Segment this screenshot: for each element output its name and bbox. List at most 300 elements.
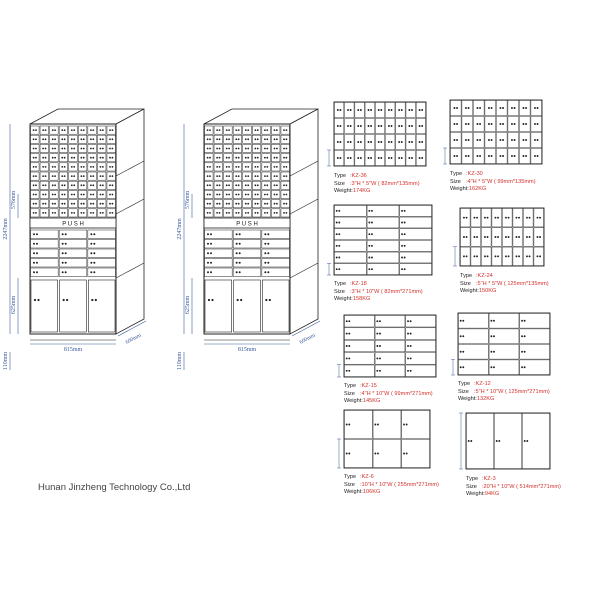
drawer-knob [112,212,114,214]
cabinet-drawings [3,109,320,370]
module-drawer [460,228,470,247]
module-knob [408,157,410,159]
drawer-knob [228,212,230,214]
drawer-knob [102,157,104,159]
drawer [252,154,261,162]
module-knob [370,141,372,143]
drawer-knob [61,194,63,196]
cabinet-1 [3,109,146,370]
drawer-knob [209,129,211,131]
drawer-knob [100,212,102,214]
drawer-knob [80,184,82,186]
module-knob [374,453,376,455]
module-spec-2 [450,171,536,194]
module-drawer [334,118,343,133]
dim-width: 815mm [63,347,83,353]
module-knob [454,139,456,141]
module-drawer [334,134,343,149]
drawer [59,126,68,134]
module-knob [346,357,348,359]
module-spec-7 [344,474,439,497]
module-knob [368,233,370,235]
drawer [78,200,87,208]
module-knob [376,320,378,322]
drawer [262,190,271,198]
drawer-knob [83,203,85,205]
module-knob [404,222,406,224]
module-knob [466,217,468,219]
drawer-knob [90,157,92,159]
drawer-knob [73,138,75,140]
drawer [59,181,68,189]
drawer-knob [207,203,209,205]
module-5 [337,315,436,377]
push-label: P U S H [236,221,258,228]
drawer-knob [226,148,228,150]
module-knob [388,125,390,127]
drawer [233,135,242,143]
module-knob [456,155,458,157]
drawer [243,144,252,152]
drawer-knob [207,129,209,131]
module-knob [391,125,393,127]
module-knob [339,125,341,127]
drawer [50,126,59,134]
module-knob [487,255,489,257]
module-knob [410,357,412,359]
drawer-knob [71,129,73,131]
module-knob [537,139,539,141]
module-type: :KZ-24 [476,273,493,279]
drawer [214,144,223,152]
module-knob [539,236,541,238]
drawer [59,154,68,162]
module-knob [378,141,380,143]
drawer-knob [93,243,95,245]
drawer-knob [276,129,278,131]
drawer [271,181,280,189]
drawer-knob [54,148,56,150]
drawer [40,200,49,208]
module-knob [491,107,493,109]
cabinet-door [205,280,232,332]
door-knob [240,299,242,301]
module-type: :KZ-15 [360,383,377,389]
drawer-knob [52,212,54,214]
drawer-knob [254,148,256,150]
drawer [107,135,116,143]
drawer-knob [112,138,114,140]
drawer-knob [109,166,111,168]
drawer [214,209,223,217]
module-knob [502,123,504,125]
module-knob [379,345,381,347]
drawer [243,200,252,208]
module-drawer [519,100,530,115]
module-knob [511,123,513,125]
module-knob [505,255,507,257]
drawer [107,163,116,171]
module-drawer [519,116,530,131]
module-knob [404,268,406,270]
drawer-knob [54,157,56,159]
drawer-knob [286,212,288,214]
drawer-knob [210,271,212,273]
drawer-knob [245,148,247,150]
module-knob [502,107,504,109]
drawer-knob [54,138,56,140]
drawer-knob [33,212,35,214]
cabinet-door [60,280,87,332]
drawer [262,154,271,162]
module-knob [421,109,423,111]
drawer-knob [238,166,240,168]
drawer-knob [92,212,94,214]
drawer-knob [245,138,247,140]
drawer-knob [276,184,278,186]
module-drawer [473,132,484,147]
module-drawer [508,100,519,115]
module-7 [337,410,430,468]
drawer-knob [35,194,37,196]
drawer [205,163,214,171]
drawer-knob [45,166,47,168]
drawer-knob [283,129,285,131]
drawer-knob [90,138,92,140]
drawer-knob [112,157,114,159]
drawer-knob [257,138,259,140]
size-label: Size [334,288,345,295]
drawer-knob [64,194,66,196]
drawer-knob [64,203,66,205]
drawer-knob [64,148,66,150]
type-label: Type [460,273,473,279]
drawer-knob [207,148,209,150]
drawer-knob [245,157,247,159]
module-knob [391,157,393,159]
drawer-knob [254,138,256,140]
drawer [281,200,290,208]
drawer-knob [228,175,230,177]
drawer [97,172,106,180]
module-knob [523,155,525,157]
drawer-knob [36,243,38,245]
module-knob [378,157,380,159]
drawer [214,163,223,171]
module-knob [380,141,382,143]
module-knob [398,157,400,159]
drawer [252,163,261,171]
drawer [281,163,290,171]
module-knob [380,109,382,111]
module-knob [534,107,536,109]
drawer [271,163,280,171]
module-type: :KZ-3 [482,476,496,482]
module-knob [470,440,472,442]
drawer-knob [264,157,266,159]
weight-label: Weight: [334,188,353,195]
drawer-knob [92,194,94,196]
module-knob [476,217,478,219]
drawer [78,144,87,152]
module-knob [419,157,421,159]
module-knob [401,141,403,143]
drawer [78,126,87,134]
module-drawer [485,116,496,131]
drawer-knob [283,184,285,186]
door-knob [66,299,68,301]
module-knob [401,245,403,247]
module-knob [516,236,518,238]
drawer [97,163,106,171]
module-knob [493,366,495,368]
drawer-knob [102,212,104,214]
module-knob [466,255,468,257]
drawer [78,163,87,171]
drawer-knob [245,184,247,186]
drawer-knob [102,184,104,186]
module-knob [406,424,408,426]
drawer [50,172,59,180]
module-knob [523,123,525,125]
module-drawer [375,150,384,165]
drawer-knob [42,138,44,140]
drawer-knob [35,175,37,177]
drawer-knob [219,194,221,196]
cabinet-door [234,280,261,332]
drawer [107,181,116,189]
drawer-knob [254,203,256,205]
drawer-knob [247,194,249,196]
door-knob [211,299,213,301]
module-knob [401,233,403,235]
weight-label: Weight: [344,398,363,405]
drawer [224,172,233,180]
drawer-knob [45,175,47,177]
module-drawer [492,228,502,247]
drawer [69,200,78,208]
module-knob [500,123,502,125]
drawer-knob [226,175,228,177]
module-knob [454,155,456,157]
drawer-knob [80,212,82,214]
module-knob [371,257,373,259]
drawer [31,181,40,189]
drawer-knob [71,203,73,205]
module-knob [495,217,497,219]
drawer-knob [207,271,209,273]
module-knob [368,141,370,143]
drawer-knob [264,212,266,214]
drawer-knob [274,148,276,150]
drawer-knob [283,203,285,205]
drawer-knob [207,194,209,196]
drawer-knob [102,203,104,205]
drawer-knob [247,184,249,186]
module-knob [460,366,462,368]
drawer-knob [65,233,67,235]
drawer-knob [266,212,268,214]
module-drawer [450,116,461,131]
drawer [31,135,40,143]
drawer-knob [235,212,237,214]
drawer-knob [93,262,95,264]
module-knob [508,217,510,219]
module-knob [456,107,458,109]
drawer [243,126,252,134]
module-knob [523,139,525,141]
cabinet-door [31,280,58,332]
drawer-knob [112,184,114,186]
module-knob [500,155,502,157]
drawer-knob [35,157,37,159]
module-knob [474,217,476,219]
drawer-knob [92,157,94,159]
module-knob [337,125,339,127]
drawer-knob [109,203,111,205]
drawer [88,144,97,152]
cabinet-door [88,280,115,332]
drawer-knob [90,184,92,186]
module-knob [379,320,381,322]
drawer-knob [112,166,114,168]
door-knob [63,299,65,301]
drawer [31,144,40,152]
module-drawer [481,247,491,266]
module-knob [339,157,341,159]
module-knob [490,351,492,353]
drawer-knob [33,148,35,150]
module-drawer [345,134,354,149]
module-knob [391,141,393,143]
module-knob [491,155,493,157]
drawer-knob [283,175,285,177]
drawer-knob [254,212,256,214]
drawer-knob [54,129,56,131]
module-2 [443,100,542,164]
module-knob [508,236,510,238]
drawer [224,144,233,152]
drawer-knob [226,203,228,205]
drawer-knob [73,148,75,150]
module-knob [410,333,412,335]
module-knob [410,320,412,322]
module-drawer [523,228,533,247]
drawer [78,190,87,198]
module-knob [371,245,373,247]
drawer-knob [238,184,240,186]
drawer-knob [92,184,94,186]
drawer [59,144,68,152]
module-knob [526,236,528,238]
module-knob [493,320,495,322]
module-knob [348,357,350,359]
weight-label: Weight: [450,186,469,193]
module-knob [456,123,458,125]
module-knob [525,139,527,141]
drawer-knob [93,233,95,235]
drawer-knob [33,271,35,273]
module-knob [380,125,382,127]
drawer-knob [71,166,73,168]
module-drawer [365,118,374,133]
drawer-knob [45,129,47,131]
drawer [281,209,290,217]
drawer-knob [73,212,75,214]
drawer-knob [228,166,230,168]
drawer-knob [226,157,228,159]
drawer-knob [283,148,285,150]
module-knob [411,125,413,127]
drawer-knob [286,157,288,159]
module-knob [338,268,340,270]
drawer-knob [35,184,37,186]
module-knob [456,139,458,141]
drawer-knob [45,203,47,205]
module-drawer [386,118,395,133]
drawer [69,135,78,143]
drawer [281,172,290,180]
drawer-knob [219,212,221,214]
module-drawer [406,102,415,117]
module-knob [347,125,349,127]
module-knob [348,333,350,335]
drawer-knob [238,175,240,177]
drawer [262,172,271,180]
drawer [50,181,59,189]
module-drawer [365,134,374,149]
module-knob [463,255,465,257]
module-knob [336,257,338,259]
module-type: :KZ-6 [360,474,374,480]
type-label: Type [334,173,347,179]
module-knob [462,335,464,337]
drawer-knob [90,129,92,131]
drawer [243,154,252,162]
drawer [59,172,68,180]
drawer-knob [102,148,104,150]
module-weight: 174KG [352,188,371,195]
module-knob [534,155,536,157]
module-knob [468,440,470,442]
module-drawer [496,116,507,131]
drawer [40,190,49,198]
module-knob [346,424,348,426]
drawer-knob [257,175,259,177]
drawer-knob [245,212,247,214]
drawer [31,209,40,217]
module-knob [360,109,362,111]
drawer-knob [245,129,247,131]
module-knob [537,236,539,238]
module-knob [336,245,338,247]
drawer-knob [228,184,230,186]
drawer-knob [238,212,240,214]
drawer-knob [247,166,249,168]
drawer-knob [226,194,228,196]
drawer [97,126,106,134]
drawer [281,144,290,152]
drawer-knob [80,194,82,196]
module-knob [524,335,526,337]
module-drawer [531,148,542,163]
module-knob [404,210,406,212]
module-knob [370,125,372,127]
module-knob [484,255,486,257]
module-knob [465,123,467,125]
drawer [233,163,242,171]
module-knob [493,335,495,337]
